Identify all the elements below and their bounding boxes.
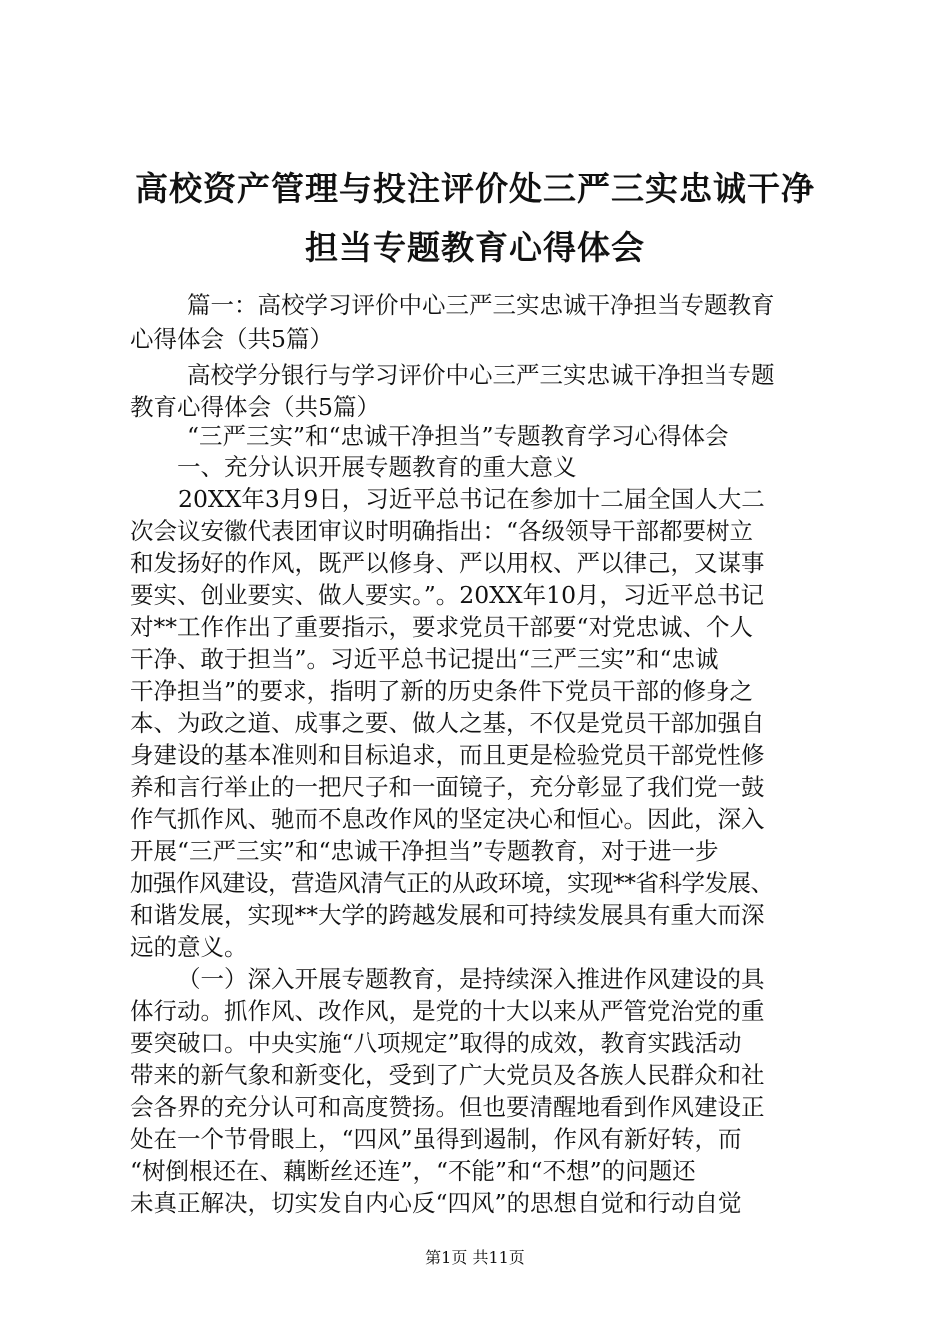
body-line: 会各界的充分认可和高度赞扬。但也要清醒地看到作风建设正 bbox=[130, 1093, 765, 1121]
body-line: “三严三实”和“忠诚干净担当”专题教育学习心得体会 bbox=[187, 422, 729, 450]
body-line: 20XX年3月9日，习近平总书记在参加十二届全国人大二 bbox=[178, 485, 765, 513]
body-line: 本、为政之道、成事之要、做人之基，不仅是党员干部加强自 bbox=[130, 709, 765, 737]
body-line: 要实、创业要实、做人要实。”。20XX年10月，习近平总书记 bbox=[130, 581, 765, 609]
body-line: 要突破口。中央实施“八项规定”取得的成效，教育实践活动 bbox=[130, 1029, 742, 1057]
section-heading: 一、充分认识开展专题教育的重大意义 bbox=[177, 453, 577, 481]
body-line: 加强作风建设，营造风清气正的从政环境，实现**省科学发展、 bbox=[130, 869, 774, 897]
body-line: 干净担当”的要求，指明了新的历史条件下党员干部的修身之 bbox=[130, 677, 754, 705]
body-line: 教育心得体会（共5篇） bbox=[130, 393, 380, 421]
body-line: 干净、敢于担当”。习近平总书记提出“三严三实”和“忠诚 bbox=[130, 645, 719, 673]
body-line: 高校学分银行与学习评价中心三严三实忠诚干净担当专题 bbox=[187, 361, 775, 389]
document-title-line-1: 高校资产管理与投注评价处三严三实忠诚干净 bbox=[135, 169, 815, 208]
body-line: 未真正解决，切实发自内心反“四风”的思想自觉和行动自觉 bbox=[130, 1189, 742, 1217]
body-line: 和谐发展，实现**大学的跨越发展和可持续发展具有重大而深 bbox=[130, 901, 765, 929]
body-line: 体行动。抓作风、改作风，是党的十大以来从严管党治党的重 bbox=[130, 997, 765, 1025]
body-line: 远的意义。 bbox=[130, 933, 248, 961]
document-title-line-2: 担当专题教育心得体会 bbox=[305, 228, 645, 267]
body-line: 带来的新气象和新变化，受到了广大党员及各族人民群众和社 bbox=[130, 1061, 765, 1089]
body-line: 作气抓作风、驰而不息改作风的坚定决心和恒心。因此，深入 bbox=[130, 805, 765, 833]
body-line: 次会议安徽代表团审议时明确指出：“各级领导干部都要树立 bbox=[130, 517, 754, 545]
body-line: 养和言行举止的一把尺子和一面镜子，充分彰显了我们党一鼓 bbox=[130, 773, 765, 801]
page-footer: 第1页 共11页 bbox=[425, 1248, 525, 1267]
body-line: “树倒根还在、藕断丝还连”，“不能”和“不想”的问题还 bbox=[130, 1157, 696, 1185]
body-line: 和发扬好的作风，既严以修身、严以用权、严以律己，又谋事 bbox=[130, 549, 765, 577]
body-line: 开展“三严三实”和“忠诚干净担当”专题教育，对于进一步 bbox=[130, 837, 719, 865]
body-line: 身建设的基本准则和目标追求，而且更是检验党员干部党性修 bbox=[130, 741, 765, 769]
body-line: 心得体会（共5篇） bbox=[130, 325, 333, 353]
body-line: 处在一个节骨眼上，“四风”虽得到遏制，作风有新好转，而 bbox=[130, 1125, 742, 1153]
body-line: （一）深入开展专题教育，是持续深入推进作风建设的具 bbox=[177, 965, 765, 993]
body-line: 篇一：高校学习评价中心三严三实忠诚干净担当专题教育 bbox=[187, 291, 775, 319]
body-line: 对**工作作出了重要指示，要求党员干部要“对党忠诚、个人 bbox=[130, 613, 754, 641]
